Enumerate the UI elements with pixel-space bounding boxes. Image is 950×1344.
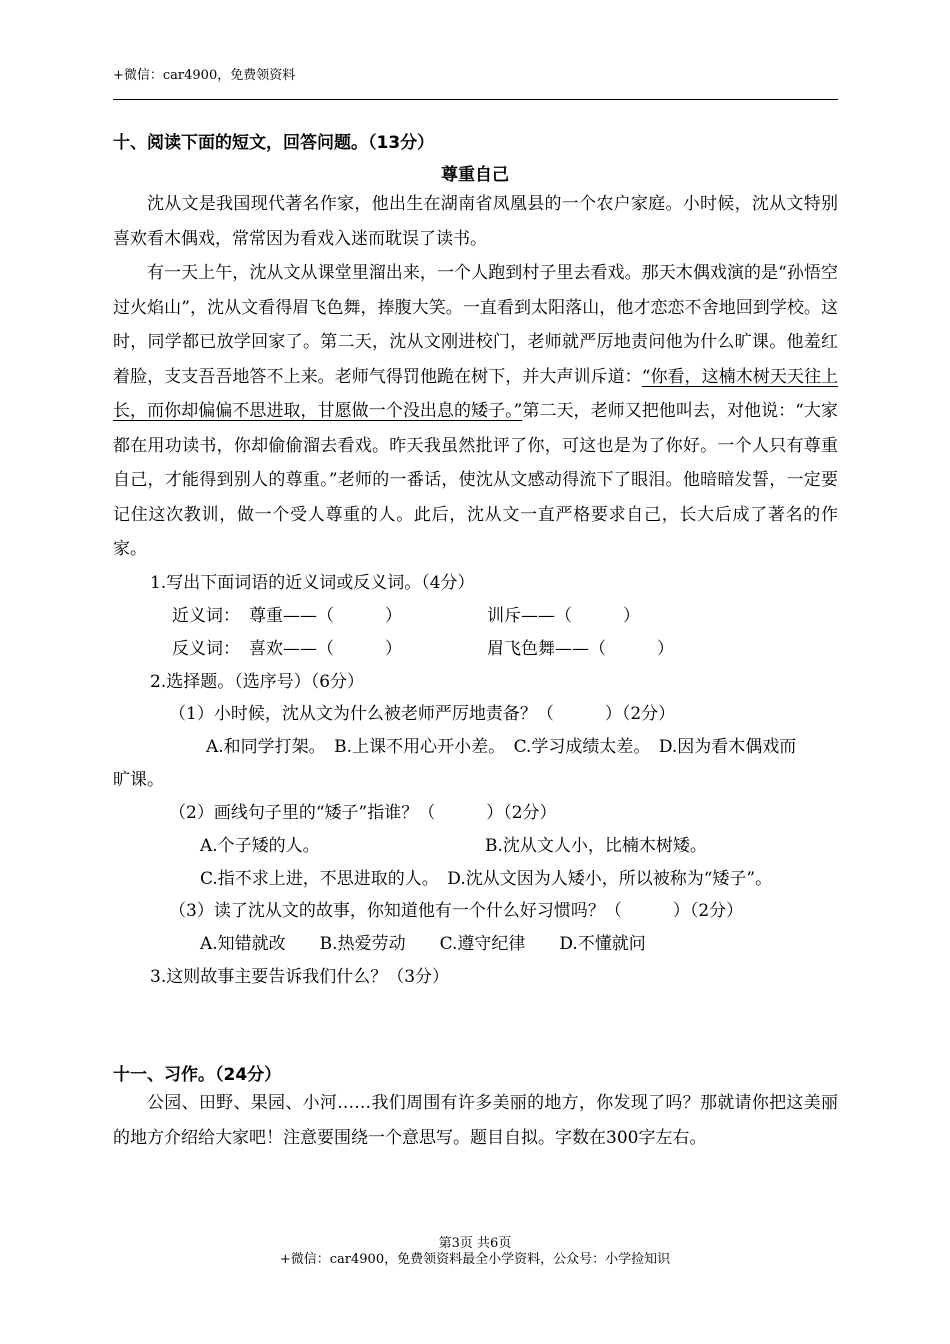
underlined-sentence: “你看，这楠木树天天往上长，而你却偏偏不思进取，甘愿做一个没出息的矮子。” <box>113 366 838 421</box>
writing-prompt <box>113 1086 838 1155</box>
q2-sub1: （1）小时候，沈从文为什么被老师严厉地责备？（ ）（2分） <box>169 704 676 724</box>
passage-title: 尊重自己 <box>441 165 509 185</box>
section-10-heading: 十、阅读下面的短文，回答问题。（13分） <box>113 133 435 153</box>
passage-paragraph-1: 沈从文是我国现代著名作家，他出生在湖南省凤凰县的一个农户家庭。小时候，沈从文特别喜欢看木偶戏，常常因为看戏入迷而耽误了读书。 <box>113 194 838 249</box>
q1-synonym-1: 尊重——（ ） <box>249 606 402 626</box>
footer-note: +微信：car4900，免费领资料最全小学资料，公众号：小学捡知识 <box>279 1252 671 1267</box>
q2-prompt: 2.选择题。（选序号）（6分） <box>150 672 365 692</box>
q1-antonym-1: 喜欢——（ ） <box>249 639 402 659</box>
page-number: 第3页 共6页 <box>438 1236 512 1251</box>
q1-antonym-label: 反义词： <box>172 639 240 659</box>
passage-p2-part-b: 第二天，老师又把他叫去，对他说：“大家都在用功读书，你却偷偷溜去看戏。昨天我虽然批评了你，可这也是为了你好。一个人只有尊重自己，才能得到别人的尊重。”老师的一番话，使沈从文感动得流下了眼泪。他暗暗发誓，一定要记住这次教训，做一个受人尊重的人。此后，沈从文一直严格要求自己，长大后成了著名的作家。 <box>113 401 838 559</box>
q2-sub3: （3）读了沈从文的故事，你知道他有一个什么好习惯吗？（ ）（2分） <box>169 901 744 921</box>
writing-prompt-text: 公园、田野、果园、小河……我们周围有许多美丽的地方，你发现了吗？那就请你把这美丽的地方介绍给大家吧！注意要围绕一个意思写。题目自拟。字数在300字左右。 <box>113 1093 838 1148</box>
q2-sub3-options: A.知错就改 B.热爱劳动 C.遵守纪律 D.不懂就问 <box>200 934 646 954</box>
q2-sub1-options-cont: 旷课。 <box>113 770 164 790</box>
passage <box>113 187 838 567</box>
q1-synonym-2: 训斥——（ ） <box>487 606 640 626</box>
q2-sub2: （2）画线句子里的“矮子”指谁？（ ）（2分） <box>169 803 557 823</box>
passage-paragraph-2 <box>113 256 838 567</box>
header-note: +微信：car4900，免费领资料 <box>113 68 296 83</box>
q2-sub2-option-a: A.个子矮的人。 <box>200 836 320 856</box>
q2-sub2-options-cd: C.指不求上进，不思进取的人。 D.沈从文因为人矮小，所以被称为“矮子”。 <box>200 869 773 889</box>
q1-prompt: 1.写出下面词语的近义词或反义词。（4分） <box>150 573 475 593</box>
header-divider <box>113 99 838 100</box>
q3-prompt: 3.这则故事主要告诉我们什么？（3分） <box>150 967 450 987</box>
q1-antonym-2: 眉飞色舞——（ ） <box>487 639 674 659</box>
section-11-heading: 十一、习作。（24分） <box>113 1065 282 1085</box>
q2-sub1-options: A.和同学打架。 B.上课不用心开小差。 C.学习成绩太差。 D.因为看木偶戏而 <box>206 737 797 757</box>
q1-synonym-label: 近义词： <box>172 606 240 626</box>
passage-p2-part-a: 有一天上午，沈从文从课堂里溜出来，一个人跑到村子里去看戏。那天木偶戏演的是“孙悟空过火焰山”，沈从文看得眉飞色舞，捧腹大笑。一直看到太阳落山，他才恋恋不舍地回到学校。这时，同学都已放学回家了。第二天，沈从文刚进校门，老师就严厉地责问他为什么旷课。他羞红着脸，支支吾吾地答不上来。老师气得罚他跪在树下，并大声训斥道： <box>113 263 838 387</box>
q2-sub2-option-b: B.沈从文人小，比楠木树矮。 <box>485 836 707 856</box>
